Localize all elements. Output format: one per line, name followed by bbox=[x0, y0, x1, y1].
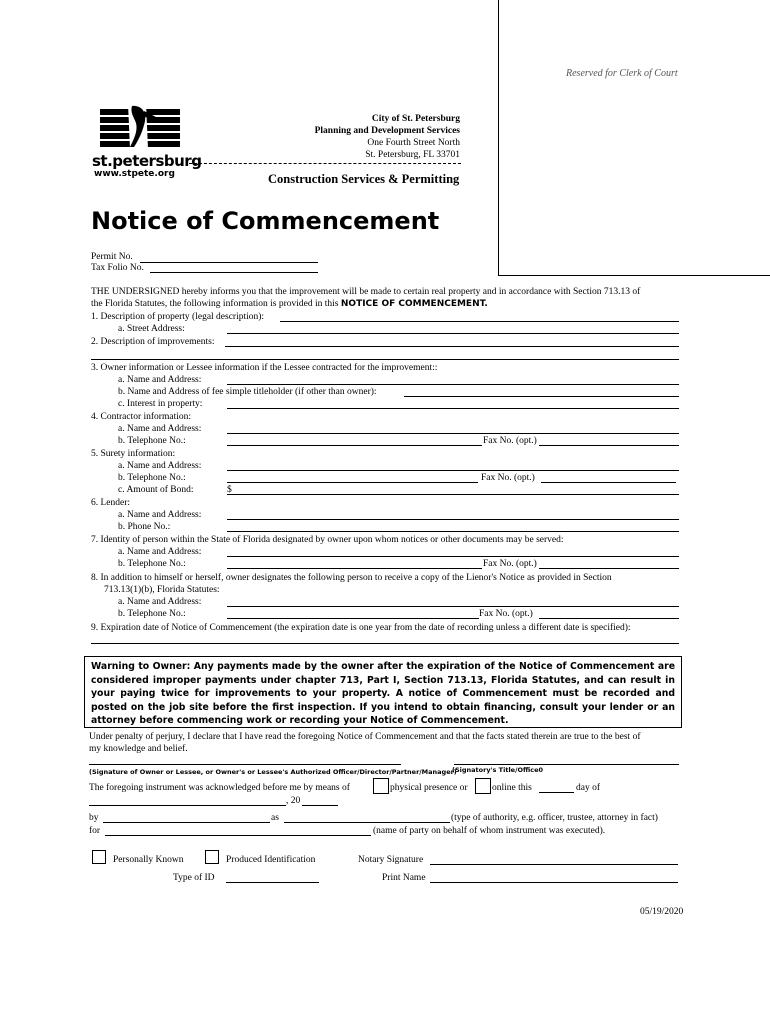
item-8b-label: b. Telephone No.: bbox=[118, 609, 186, 619]
page-title: Notice of Commencement bbox=[91, 207, 440, 235]
item-3-label: 3. Owner information or Lessee information if the Lessee contracted for the improvement:: bbox=[91, 363, 438, 373]
as-label: as bbox=[271, 813, 279, 823]
physical-presence-label: physical presence or bbox=[390, 783, 468, 793]
type-of-id-field[interactable] bbox=[226, 882, 319, 883]
contractor-phone-field[interactable] bbox=[227, 445, 482, 446]
party-hint: (name of party on behalf of whom instrument was executed). bbox=[373, 826, 606, 836]
print-name-label: Print Name bbox=[382, 873, 426, 883]
ack-text: The foregoing instrument was acknowledged before me by means of bbox=[89, 783, 350, 793]
type-of-id-label: Type of ID bbox=[173, 873, 215, 883]
lienor-copy-phone-field[interactable] bbox=[227, 618, 479, 619]
designee-fax-label: Fax No. (opt.) bbox=[483, 559, 537, 569]
item-3a-label: a. Name and Address: bbox=[118, 375, 202, 385]
perjury-line-1: Under penalty of perjury, I declare that I have read the foregoing Notice of Commencement and that the facts stated therein are true to the best of bbox=[89, 732, 641, 742]
personally-known-label: Personally Known bbox=[113, 855, 184, 865]
signatory-title-field[interactable] bbox=[454, 764, 679, 765]
owner-name-address-field[interactable] bbox=[227, 384, 679, 385]
by-label: by bbox=[89, 813, 99, 823]
designee-fax-field[interactable] bbox=[539, 568, 679, 569]
year-label: , 20 bbox=[286, 796, 301, 806]
item-8a-label: a. Name and Address: bbox=[118, 597, 202, 607]
item-7a-label: a. Name and Address: bbox=[118, 547, 202, 557]
clerk-box-bottom-border bbox=[498, 275, 770, 276]
owner-signature-field[interactable] bbox=[89, 764, 401, 765]
contractor-fax-field[interactable] bbox=[539, 445, 679, 446]
intro-line-2 bbox=[91, 298, 488, 310]
lienor-copy-name-address-field[interactable] bbox=[227, 606, 679, 607]
bond-dollar-sign: $ bbox=[227, 485, 232, 495]
online-checkbox[interactable] bbox=[475, 778, 491, 794]
authority-hint: (type of authority, e.g. officer, trustee, attorney in fact) bbox=[451, 813, 658, 823]
ack-year-field[interactable] bbox=[302, 805, 338, 806]
intro-notice-label: NOTICE OF COMMENCEMENT. bbox=[340, 299, 488, 309]
item-8-label: 8. In addition to himself or herself, owner designates the following person to receive a copy of the Lienor's Notice as provided in Section bbox=[91, 573, 612, 583]
logo-name: st.petersburg bbox=[92, 152, 202, 170]
produced-id-checkbox[interactable] bbox=[205, 850, 219, 864]
ack-month-field[interactable] bbox=[89, 805, 286, 806]
item-5a-label: a. Name and Address: bbox=[118, 461, 202, 471]
street-address: One Fourth Street North bbox=[367, 138, 460, 148]
physical-presence-checkbox[interactable] bbox=[373, 778, 389, 794]
item-5c-label: c. Amount of Bond: bbox=[118, 485, 194, 495]
surety-fax-field[interactable] bbox=[541, 482, 676, 483]
item-9-label: 9. Expiration date of Notice of Commencement (the expiration date is one year from the date of recording unless a different date is specified): bbox=[91, 623, 631, 633]
produced-id-label: Produced Identification bbox=[226, 855, 316, 865]
print-name-field[interactable] bbox=[430, 882, 678, 883]
item-7-label: 7. Identity of person within the State of Florida designated by owner upon whom notices or other documents may be served: bbox=[91, 535, 564, 545]
contractor-fax-label: Fax No. (opt.) bbox=[483, 436, 537, 446]
city-state-zip: St. Petersburg, FL 33701 bbox=[365, 150, 460, 160]
intro-line-2-text: the Florida Statutes, the following information is provided in this bbox=[91, 299, 341, 309]
item-6-label: 6. Lender: bbox=[91, 498, 131, 508]
day-of-label: day of bbox=[576, 783, 601, 793]
street-address-field[interactable] bbox=[227, 333, 679, 334]
lienor-copy-fax-field[interactable] bbox=[539, 618, 679, 619]
warning-to-owner-box: Warning to Owner: Any payments made by the owner after the expiration of the Notice of Commencement are considered improper payments under chapter 713, Part I, Section 713.13, Florida Statutes, and can result in your paying twice for improvements to your property. A notice of Commencement must be recorded and posted on the job site before the first inspection. If you intend to obtain financing, consult your lender or an attorney before commencing work or recording your Notice of Commencement. bbox=[84, 656, 682, 728]
header-divider bbox=[189, 163, 461, 164]
ack-as-field[interactable] bbox=[284, 822, 450, 823]
clerk-reserved-label: Reserved for Clerk of Court bbox=[566, 68, 678, 79]
owner-signature-label: (Signature of Owner or Lessee, or Owner's or Lessee's Authorized Officer/Director/Partner/Manager) bbox=[89, 768, 457, 776]
item-2-label: 2. Description of improvements: bbox=[91, 337, 215, 347]
item-6a-label: a. Name and Address: bbox=[118, 510, 202, 520]
lienor-copy-fax-label: Fax No. (opt.) bbox=[479, 609, 533, 619]
titleholder-field[interactable] bbox=[404, 396, 679, 397]
online-label: online this bbox=[492, 783, 532, 793]
for-label: for bbox=[89, 826, 101, 836]
contractor-name-address-field[interactable] bbox=[227, 433, 679, 434]
item-1-label: 1. Description of property (legal description): bbox=[91, 312, 265, 322]
item-5b-label: b. Telephone No.: bbox=[118, 473, 186, 483]
intro-line-1: THE UNDERSIGNED hereby informs you that the improvement will be made to certain real property and in accordance with Section 713.13 of bbox=[91, 287, 641, 297]
city-logo bbox=[92, 103, 202, 183]
permit-label: Permit No. bbox=[91, 252, 133, 262]
item-7b-label: b. Telephone No.: bbox=[118, 559, 186, 569]
improvements-field-2[interactable] bbox=[91, 359, 679, 360]
lender-name-address-field[interactable] bbox=[227, 519, 679, 520]
designee-name-address-field[interactable] bbox=[227, 556, 679, 557]
taxfolio-label: Tax Folio No. bbox=[91, 263, 144, 273]
improvements-field-1[interactable] bbox=[225, 346, 679, 347]
item-4-label: 4. Contractor information: bbox=[91, 412, 191, 422]
legal-description-field[interactable] bbox=[280, 321, 679, 322]
form-date: 05/19/2020 bbox=[640, 907, 684, 917]
notary-signature-field[interactable] bbox=[430, 864, 678, 865]
item-3c-label: c. Interest in property: bbox=[118, 399, 203, 409]
ack-by-field[interactable] bbox=[103, 822, 270, 823]
item-6b-label: b. Phone No.: bbox=[118, 522, 171, 532]
item-4a-label: a. Name and Address: bbox=[118, 424, 202, 434]
ack-day-field[interactable] bbox=[539, 792, 574, 793]
item-8-continued: 713.13(1)(b), Florida Statutes: bbox=[104, 585, 220, 595]
ack-for-field[interactable] bbox=[105, 835, 371, 836]
surety-phone-field[interactable] bbox=[227, 482, 478, 483]
personally-known-checkbox[interactable] bbox=[92, 850, 106, 864]
logo-url: www.stpete.org bbox=[94, 169, 175, 179]
designee-phone-field[interactable] bbox=[227, 568, 482, 569]
department-name: Planning and Development Services bbox=[314, 126, 460, 136]
city-address-block bbox=[315, 113, 460, 161]
signatory-title-label: (Signatory's Title/Office0 bbox=[452, 766, 544, 774]
item-3b-label: b. Name and Address of fee simple titleholder (if other than owner): bbox=[118, 387, 377, 397]
taxfolio-field[interactable] bbox=[150, 272, 318, 273]
notary-signature-label: Notary Signature bbox=[358, 855, 424, 865]
city-name: City of St. Petersburg bbox=[371, 114, 460, 124]
bond-amount-field[interactable] bbox=[227, 494, 679, 495]
expiration-date-field[interactable] bbox=[91, 643, 679, 644]
item-5-label: 5. Surety information: bbox=[91, 449, 176, 459]
section-name: Construction Services & Permitting bbox=[268, 172, 460, 186]
surety-name-address-field[interactable] bbox=[227, 470, 679, 471]
surety-fax-label: Fax No. (opt.) bbox=[481, 473, 535, 483]
item-4b-label: b. Telephone No.: bbox=[118, 436, 186, 446]
clerk-box-left-border bbox=[498, 0, 499, 275]
lender-phone-field[interactable] bbox=[227, 531, 679, 532]
permit-field[interactable] bbox=[140, 262, 318, 263]
perjury-line-2: my knowledge and belief. bbox=[89, 744, 188, 754]
interest-field[interactable] bbox=[227, 408, 679, 409]
pelican-logo-icon bbox=[98, 103, 182, 153]
item-1a-label: a. Street Address: bbox=[118, 324, 185, 334]
